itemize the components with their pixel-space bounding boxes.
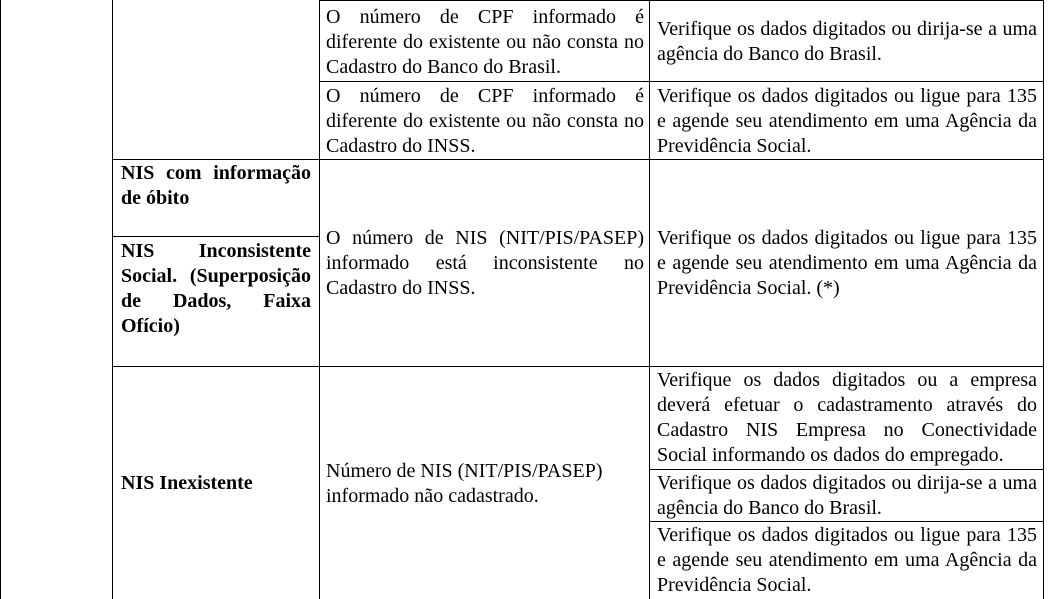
problem-cell: O número de NIS (NIT/PIS/PASEP) informado está inconsistente no Cadastro do INSS. <box>326 227 644 299</box>
row-divider <box>319 0 1044 1</box>
column-divider-1 <box>112 0 113 599</box>
row-divider <box>112 236 319 237</box>
row-divider <box>319 81 1044 82</box>
condition-cell: NIS Inconsistente Social. (Superposição de Dados, Faixa Ofício) <box>121 240 311 337</box>
action-cell: Verifique os dados digitados ou dirija-se a uma agência do Banco do Brasil. <box>657 18 1037 65</box>
row-divider <box>649 469 1044 470</box>
action-cell: Verifique os dados digitados ou ligue para 135 e agende seu atendimento em uma Agência da Previdência Social. <box>657 524 1037 596</box>
row-divider <box>112 366 1044 367</box>
action-cell: Verifique os dados digitados ou ligue para 135 e agende seu atendimento em uma Agência da Previdência Social. (*) <box>657 227 1037 299</box>
column-divider-3 <box>649 0 650 599</box>
condition-cell: NIS Inexistente <box>121 472 253 494</box>
table-border-right <box>1043 0 1044 599</box>
problem-cell: O número de CPF informado é diferente do existente ou não consta no Cadastro do INSS. <box>326 85 644 157</box>
column-divider-2 <box>319 0 320 599</box>
table-border-left <box>0 0 1 599</box>
action-cell: Verifique os dados digitados ou a empresa deverá efetuar o cadastramento através do Cadastro NIS Empresa no Conectividade Social informando os dados do empregado. <box>657 369 1037 466</box>
problem-cell: O número de CPF informado é diferente do existente ou não consta no Cadastro do Banco do Brasil. <box>326 6 644 78</box>
problem-cell: Número de NIS (NIT/PIS/PASEP) informado não cadastrado. <box>326 460 603 507</box>
condition-cell: NIS com informação de óbito <box>121 162 311 209</box>
row-divider <box>112 159 1044 160</box>
action-cell: Verifique os dados digitados ou ligue para 135 e agende seu atendimento em uma Agência da Previdência Social. <box>657 85 1037 157</box>
action-cell: Verifique os dados digitados ou dirija-se a uma agência do Banco do Brasil. <box>657 472 1037 519</box>
row-divider <box>649 521 1044 522</box>
